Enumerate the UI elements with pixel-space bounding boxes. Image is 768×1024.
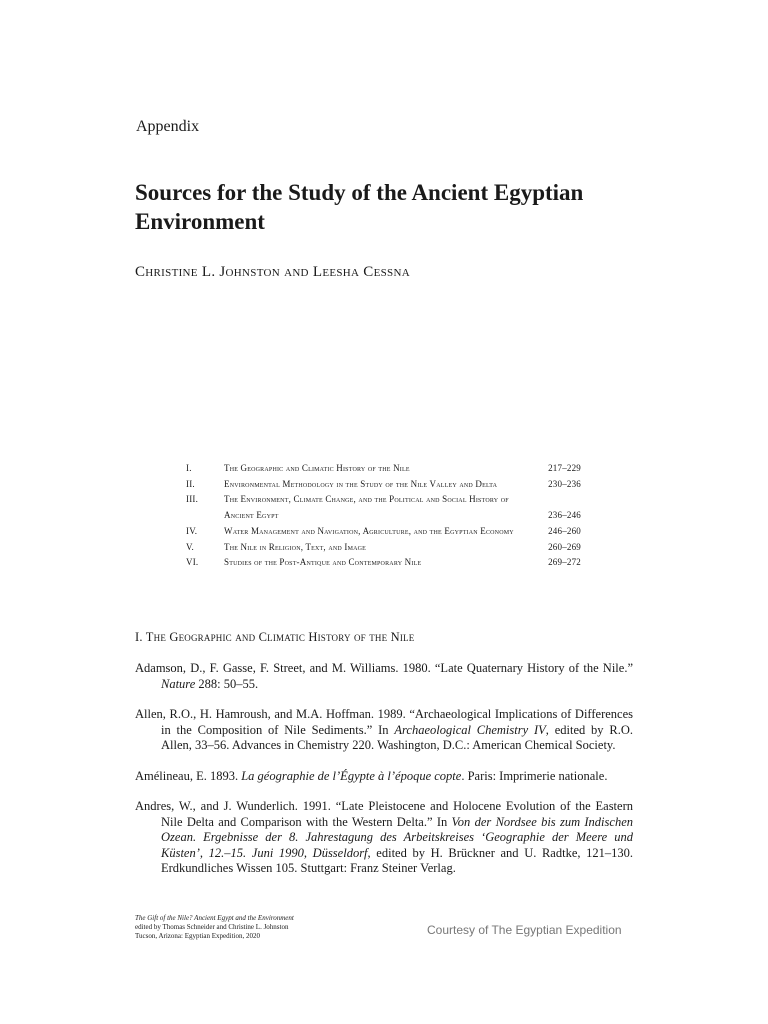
reference-source-title: Von der Nordsee bis zum Indischen Ozean. Ergebnisse der 8. Jahrestagung des Arbeitskreises ‘Geographie der Meere und Küsten’, 12.–15. Juni 1990, Düsseldorf [161,814,633,860]
toc-title: The Nile in Religion, Text, and Image [224,541,367,552]
toc-pages: 260–269 [548,541,581,552]
section-heading: I. The Geographic and Climatic History of the Nile [135,630,415,644]
reference-text: , edited by R.O. Allen, 33–56. Advances in Chemistry 220. Washington, D.C.: American Chemical Society. [161,722,633,752]
toc-entry [186,492,581,523]
toc-title: The Environment, Climate Change, and the Political and Social History of Ancient Egypt [224,494,509,521]
footer-publisher: Tucson, Arizona: Egyptian Expedition, 2020 [135,932,260,940]
toc-entry [186,540,581,556]
reference-entry [135,661,633,692]
toc-pages: 246–260 [548,525,581,536]
toc-title: The Geographic and Climatic History of the Nile [224,463,410,473]
toc-number: II. [186,478,195,489]
toc-title: Water Management and Navigation, Agriculture, and the Egyptian Economy [224,525,514,536]
footer-book-title: The Gift of the Nile? Ancient Egypt and the Environment [135,914,294,922]
toc-number: VI. [186,557,199,568]
footer-editors: edited by Thomas Schneider and Christine L. Johnston [135,923,289,931]
toc-title: Environmental Methodology in the Study of the Nile Valley and Delta [224,478,498,489]
reference-entry [135,769,633,785]
toc-pages: 269–272 [548,557,581,568]
chapter-title: Sources for the Study of the Ancient Egyptian Environment [135,180,584,234]
toc-number: IV. [186,525,198,536]
reference-text: . Paris: Imprimerie nationale. [461,768,608,783]
reference-source-title: Archaeological Chemistry IV [394,722,546,737]
reference-text: Amélineau, E. 1893. [135,768,242,783]
reference-text: Allen, R.O., H. Hamroush, and M.A. Hoffman. 1989. “Archaeological Implications of Differences in the Composition of Nile Sediments.” In [135,707,633,737]
toc-pages: 230–236 [548,478,581,489]
reference-entry [135,707,633,754]
toc-number: I. [186,463,192,473]
toc-number: V. [186,541,194,552]
appendix-label: Appendix [136,118,200,135]
reference-source-title: Nature [161,676,196,691]
toc-entry [186,524,581,540]
reference-text: Adamson, D., F. Gasse, F. Street, and M. Williams. 1980. “Late Quaternary History of the Nile.” [135,661,633,675]
courtesy-watermark: Courtesy of The Egyptian Expedition [427,923,622,937]
reference-text: Andres, W., and J. Wunderlich. 1991. “Late Pleistocene and Holocene Evolution of the Eastern Nile Delta and Comparison with the Western Delta.” In [135,799,633,829]
toc-pages: 236–246 [548,510,581,521]
reference-text: 288: 50–55. [195,676,259,691]
page-footer [135,914,294,941]
toc-entry [186,461,581,477]
reference-list [135,661,633,892]
toc-number: III. [186,494,199,505]
reference-text: , edited by H. Brückner and U. Radtke, 121–130. Erdkundliches Wissen 105. Stuttgart: Franz Steiner Verlag. [161,845,634,875]
authors-line: Christine L. Johnston and Leesha Cessna [135,264,410,280]
table-of-contents [186,461,581,571]
toc-entry [186,477,581,493]
reference-entry [135,799,633,877]
toc-title: Studies of the Post-Antique and Contemporary Nile [224,557,422,568]
reference-source-title: La géographie de l’Égypte à l’époque copte [241,768,462,783]
toc-entry [186,555,581,571]
toc-pages: 217–229 [548,463,581,473]
